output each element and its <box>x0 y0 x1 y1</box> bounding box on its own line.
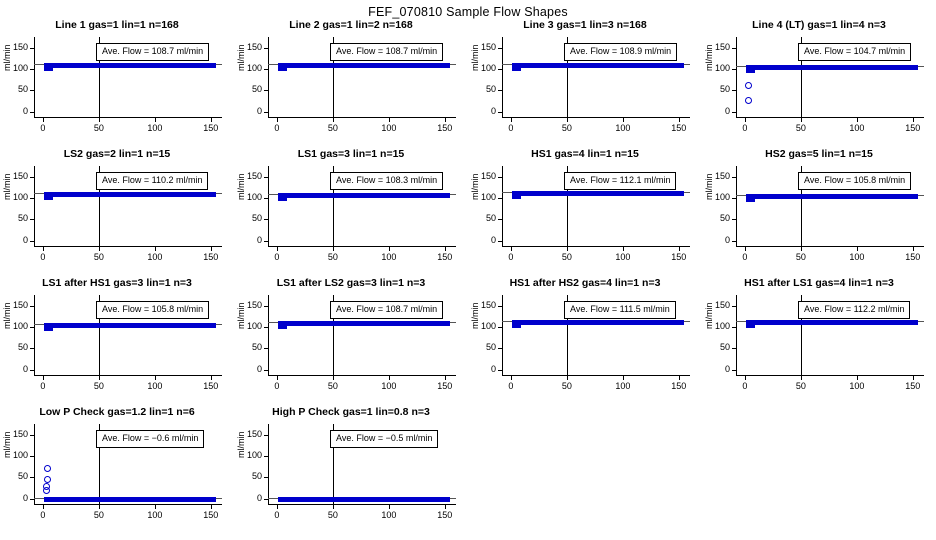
panel-title: HS1 after HS2 gas=4 lin=1 n=3 <box>509 277 661 289</box>
data-band <box>746 194 918 199</box>
x-tick-label: 0 <box>742 381 748 391</box>
data-band <box>746 320 918 325</box>
y-tick-label: 50 <box>251 471 262 482</box>
x-tick-label: 100 <box>849 123 865 133</box>
y-axis-label: ml/min <box>236 302 246 329</box>
ave-flow-annotation: Ave. Flow = 110.2 ml/min <box>96 172 208 190</box>
chart-panel <box>0 19 234 148</box>
x-tick <box>155 118 156 122</box>
x-tick-label: 150 <box>437 381 453 391</box>
data-band-start <box>278 194 287 201</box>
x-tick <box>389 118 390 122</box>
ave-flow-annotation: Ave. Flow = 112.1 ml/min <box>564 172 676 190</box>
x-tick <box>211 505 212 509</box>
y-tick-label: 50 <box>719 84 730 95</box>
ave-flow-annotation: Ave. Flow = 105.8 ml/min <box>96 301 209 319</box>
chart-panel <box>702 277 936 406</box>
x-tick <box>211 376 212 380</box>
x-tick <box>857 376 858 380</box>
x-tick <box>333 118 334 122</box>
y-tick-label: 150 <box>480 299 496 310</box>
y-tick-label: 100 <box>480 192 496 203</box>
x-axis <box>268 117 456 118</box>
ave-flow-annotation: Ave. Flow = 108.3 ml/min <box>330 172 443 190</box>
x-tick-label: 100 <box>615 123 631 133</box>
x-tick-label: 50 <box>795 123 806 133</box>
y-tick-label: 150 <box>12 170 28 181</box>
x-tick-label: 150 <box>203 123 219 133</box>
data-band-start <box>44 64 53 71</box>
y-tick-label: 50 <box>17 471 28 482</box>
panel-title: LS2 gas=2 lin=1 n=15 <box>63 148 171 160</box>
data-band <box>44 63 216 68</box>
data-band <box>512 320 684 325</box>
y-tick-label: 150 <box>480 170 496 181</box>
y-tick-label: 0 <box>490 363 496 374</box>
y-axis-label: ml/min <box>470 302 480 329</box>
x-tick-label: 0 <box>508 252 514 262</box>
x-tick <box>445 376 446 380</box>
chart-panel <box>702 19 936 148</box>
x-tick <box>43 505 44 509</box>
ave-flow-annotation: Ave. Flow = 108.7 ml/min <box>330 43 443 61</box>
x-tick-label: 0 <box>274 381 280 391</box>
y-tick-label: 150 <box>12 299 28 310</box>
y-tick-label: 50 <box>17 213 28 224</box>
panel-title: Low P Check gas=1.2 lin=1 n=6 <box>39 406 195 418</box>
y-tick-label: 150 <box>246 428 262 439</box>
x-tick-label: 0 <box>508 123 514 133</box>
y-tick-label: 50 <box>485 342 496 353</box>
x-tick <box>277 118 278 122</box>
x-tick <box>913 247 914 251</box>
data-band <box>44 192 216 197</box>
x-tick <box>333 505 334 509</box>
x-tick-label: 0 <box>742 123 748 133</box>
x-tick-label: 100 <box>381 381 397 391</box>
y-tick-label: 0 <box>256 363 262 374</box>
x-tick <box>211 118 212 122</box>
x-tick <box>99 505 100 509</box>
y-axis-label: ml/min <box>2 302 12 329</box>
y-axis-label: ml/min <box>236 44 246 71</box>
x-tick <box>445 247 446 251</box>
x-tick-label: 50 <box>561 381 572 391</box>
x-tick <box>155 247 156 251</box>
y-axis-label: ml/min <box>704 302 714 329</box>
data-band-start <box>746 195 755 202</box>
x-tick-label: 0 <box>40 381 46 391</box>
y-tick-label: 150 <box>246 170 262 181</box>
panel-title: LS1 after HS1 gas=3 lin=1 n=3 <box>42 277 192 289</box>
y-tick-label: 50 <box>251 342 262 353</box>
x-axis <box>34 375 222 376</box>
y-tick-label: 50 <box>485 213 496 224</box>
data-band <box>278 497 450 502</box>
x-axis <box>268 375 456 376</box>
ave-flow-annotation: Ave. Flow = 112.2 ml/min <box>798 301 910 319</box>
x-tick-label: 100 <box>381 252 397 262</box>
x-tick <box>155 505 156 509</box>
outlier-point <box>43 487 50 494</box>
x-tick-label: 150 <box>203 381 219 391</box>
x-tick-label: 150 <box>437 252 453 262</box>
x-tick <box>623 247 624 251</box>
x-tick <box>277 376 278 380</box>
x-tick-label: 50 <box>93 252 104 262</box>
y-axis-label: ml/min <box>236 173 246 200</box>
y-tick-label: 50 <box>719 342 730 353</box>
panel-title: HS1 gas=4 lin=1 n=15 <box>531 148 639 160</box>
x-tick-label: 100 <box>147 123 163 133</box>
y-tick-label: 150 <box>12 41 28 52</box>
y-axis-label: ml/min <box>2 44 12 71</box>
y-tick-label: 100 <box>480 321 496 332</box>
x-tick-label: 100 <box>147 510 163 520</box>
x-axis <box>34 504 222 505</box>
x-tick <box>567 118 568 122</box>
y-tick-label: 100 <box>246 192 262 203</box>
chart-panel <box>468 148 702 277</box>
x-tick <box>99 118 100 122</box>
page-title: FEF_070810 Sample Flow Shapes <box>368 5 568 19</box>
y-tick-label: 0 <box>22 234 28 245</box>
data-band-start <box>44 193 53 200</box>
x-tick-label: 100 <box>849 252 865 262</box>
y-axis-label: ml/min <box>236 431 246 458</box>
panel-title: LS1 gas=3 lin=1 n=15 <box>297 148 405 160</box>
x-tick-label: 150 <box>437 510 453 520</box>
x-tick <box>511 118 512 122</box>
x-tick <box>445 118 446 122</box>
x-tick <box>913 376 914 380</box>
x-tick <box>511 247 512 251</box>
x-axis <box>736 375 924 376</box>
x-tick-label: 150 <box>203 252 219 262</box>
x-tick <box>913 118 914 122</box>
y-axis-label: ml/min <box>704 173 714 200</box>
chart-panel <box>234 148 468 277</box>
y-axis-label: ml/min <box>2 431 12 458</box>
y-tick-label: 0 <box>490 105 496 116</box>
x-tick-label: 50 <box>93 381 104 391</box>
y-tick-label: 100 <box>12 450 28 461</box>
data-band <box>44 323 216 328</box>
x-tick-label: 50 <box>561 252 572 262</box>
data-band-start <box>278 64 287 71</box>
data-band <box>278 321 450 326</box>
x-tick <box>277 247 278 251</box>
x-tick-label: 50 <box>795 381 806 391</box>
y-tick-label: 100 <box>714 63 730 74</box>
x-tick <box>567 247 568 251</box>
x-tick-label: 100 <box>147 381 163 391</box>
y-tick-label: 150 <box>12 428 28 439</box>
y-tick-label: 100 <box>246 63 262 74</box>
x-tick <box>43 376 44 380</box>
y-tick-label: 100 <box>714 321 730 332</box>
x-axis <box>502 246 690 247</box>
x-tick-label: 100 <box>615 381 631 391</box>
x-axis <box>34 246 222 247</box>
panel-title: LS1 after LS2 gas=3 lin=1 n=3 <box>276 277 426 289</box>
x-tick <box>389 247 390 251</box>
data-band-start <box>44 324 53 331</box>
x-axis <box>736 246 924 247</box>
y-tick-label: 0 <box>490 234 496 245</box>
chart-panel <box>0 148 234 277</box>
data-band-start <box>278 322 287 329</box>
panel-title: HS2 gas=5 lin=1 n=15 <box>765 148 873 160</box>
x-tick <box>623 376 624 380</box>
x-tick <box>99 247 100 251</box>
y-tick-label: 0 <box>22 105 28 116</box>
y-tick-label: 50 <box>17 342 28 353</box>
outlier-point <box>44 476 51 483</box>
data-band <box>512 191 684 196</box>
y-axis-label: ml/min <box>2 173 12 200</box>
x-tick <box>745 247 746 251</box>
x-tick <box>277 505 278 509</box>
panel-title: High P Check gas=1 lin=0.8 n=3 <box>272 406 430 418</box>
data-band-start <box>512 192 521 199</box>
y-tick-label: 150 <box>714 41 730 52</box>
y-tick-label: 100 <box>246 321 262 332</box>
data-band-start <box>512 64 521 71</box>
x-tick <box>801 247 802 251</box>
chart-panel <box>468 19 702 148</box>
data-band-start <box>746 66 755 73</box>
x-tick-label: 100 <box>147 252 163 262</box>
panel-title: HS1 after LS1 gas=4 lin=1 n=3 <box>744 277 894 289</box>
y-tick-label: 50 <box>251 213 262 224</box>
data-band <box>278 193 450 198</box>
x-tick <box>801 376 802 380</box>
panel-title: Line 4 (LT) gas=1 lin=4 n=3 <box>752 19 886 31</box>
x-tick <box>155 376 156 380</box>
y-tick-label: 50 <box>17 84 28 95</box>
x-tick-label: 0 <box>742 252 748 262</box>
chart-panel <box>234 19 468 148</box>
y-tick-label: 150 <box>480 41 496 52</box>
y-axis-label: ml/min <box>470 173 480 200</box>
y-tick-label: 150 <box>246 41 262 52</box>
x-tick-label: 150 <box>671 123 687 133</box>
ave-flow-annotation: Ave. Flow = 108.7 ml/min <box>96 43 209 61</box>
data-band <box>278 63 450 68</box>
x-axis <box>268 504 456 505</box>
outlier-point <box>745 82 752 89</box>
data-band-start <box>512 321 521 328</box>
x-tick-label: 50 <box>561 123 572 133</box>
y-axis-label: ml/min <box>704 44 714 71</box>
x-tick-label: 150 <box>905 252 921 262</box>
y-tick-label: 150 <box>714 170 730 181</box>
x-tick-label: 0 <box>274 510 280 520</box>
x-tick <box>801 118 802 122</box>
panel-title: Line 1 gas=1 lin=1 n=168 <box>55 19 179 31</box>
x-tick <box>43 247 44 251</box>
x-tick <box>745 376 746 380</box>
x-tick-label: 150 <box>437 123 453 133</box>
x-tick <box>333 376 334 380</box>
chart-panel <box>702 148 936 277</box>
x-tick <box>679 376 680 380</box>
ave-flow-annotation: Ave. Flow = 108.7 ml/min <box>330 301 443 319</box>
y-tick-label: 0 <box>256 492 262 503</box>
y-tick-label: 100 <box>12 63 28 74</box>
panel-title: Line 2 gas=1 lin=2 n=168 <box>289 19 413 31</box>
y-tick-label: 100 <box>12 321 28 332</box>
y-tick-label: 150 <box>246 299 262 310</box>
y-axis-label: ml/min <box>470 44 480 71</box>
y-tick-label: 0 <box>22 363 28 374</box>
y-tick-label: 0 <box>256 234 262 245</box>
ave-flow-annotation: Ave. Flow = −0.6 ml/min <box>96 430 204 448</box>
x-tick <box>511 376 512 380</box>
x-tick-label: 100 <box>849 381 865 391</box>
x-tick-label: 50 <box>327 381 338 391</box>
chart-panel <box>234 406 468 535</box>
y-tick-label: 0 <box>724 105 730 116</box>
ave-flow-annotation: Ave. Flow = 111.5 ml/min <box>564 301 676 319</box>
x-tick-label: 100 <box>381 510 397 520</box>
data-band <box>44 497 216 502</box>
y-tick-label: 0 <box>724 363 730 374</box>
y-tick-label: 0 <box>256 105 262 116</box>
ave-flow-annotation: Ave. Flow = 104.7 ml/min <box>798 43 911 61</box>
y-tick-label: 100 <box>714 192 730 203</box>
chart-panel <box>0 277 234 406</box>
chart-grid <box>0 19 936 527</box>
outlier-point <box>44 465 51 472</box>
x-tick-label: 150 <box>905 123 921 133</box>
x-tick-label: 50 <box>327 510 338 520</box>
panel-title: Line 3 gas=1 lin=3 n=168 <box>523 19 647 31</box>
y-tick-label: 150 <box>714 299 730 310</box>
y-tick-label: 50 <box>719 213 730 224</box>
x-axis <box>34 117 222 118</box>
x-tick-label: 0 <box>274 252 280 262</box>
x-tick <box>679 118 680 122</box>
x-tick-label: 50 <box>327 123 338 133</box>
x-tick <box>389 376 390 380</box>
y-tick-label: 100 <box>12 192 28 203</box>
ave-flow-annotation: Ave. Flow = 105.8 ml/min <box>798 172 911 190</box>
x-tick-label: 150 <box>203 510 219 520</box>
x-tick-label: 150 <box>671 252 687 262</box>
x-tick-label: 0 <box>274 123 280 133</box>
x-tick-label: 100 <box>381 123 397 133</box>
y-tick-label: 50 <box>485 84 496 95</box>
x-axis <box>502 117 690 118</box>
x-tick-label: 0 <box>40 123 46 133</box>
x-tick <box>745 118 746 122</box>
data-band <box>746 65 918 70</box>
x-tick <box>43 118 44 122</box>
chart-panel <box>468 277 702 406</box>
x-tick-label: 50 <box>795 252 806 262</box>
x-tick-label: 100 <box>615 252 631 262</box>
outlier-point <box>745 97 752 104</box>
y-tick-label: 50 <box>251 84 262 95</box>
x-tick-label: 50 <box>327 252 338 262</box>
x-axis <box>502 375 690 376</box>
x-tick-label: 0 <box>508 381 514 391</box>
x-tick <box>679 247 680 251</box>
ave-flow-annotation: Ave. Flow = −0.5 ml/min <box>330 430 438 448</box>
x-axis <box>736 117 924 118</box>
x-tick <box>857 118 858 122</box>
x-axis <box>268 246 456 247</box>
x-tick-label: 150 <box>905 381 921 391</box>
y-tick-label: 100 <box>480 63 496 74</box>
x-tick <box>567 376 568 380</box>
x-tick <box>333 247 334 251</box>
chart-panel <box>234 277 468 406</box>
x-tick <box>211 247 212 251</box>
ave-flow-annotation: Ave. Flow = 108.9 ml/min <box>564 43 677 61</box>
chart-panel <box>0 406 234 535</box>
y-tick-label: 0 <box>724 234 730 245</box>
data-band <box>512 63 684 68</box>
x-tick-label: 0 <box>40 252 46 262</box>
y-tick-label: 100 <box>246 450 262 461</box>
x-tick <box>389 505 390 509</box>
y-tick-label: 0 <box>22 492 28 503</box>
x-tick <box>623 118 624 122</box>
x-tick <box>445 505 446 509</box>
x-tick <box>857 247 858 251</box>
x-tick-label: 0 <box>40 510 46 520</box>
x-tick-label: 50 <box>93 123 104 133</box>
x-tick <box>99 376 100 380</box>
data-band-start <box>746 321 755 328</box>
x-tick-label: 150 <box>671 381 687 391</box>
x-tick-label: 50 <box>93 510 104 520</box>
